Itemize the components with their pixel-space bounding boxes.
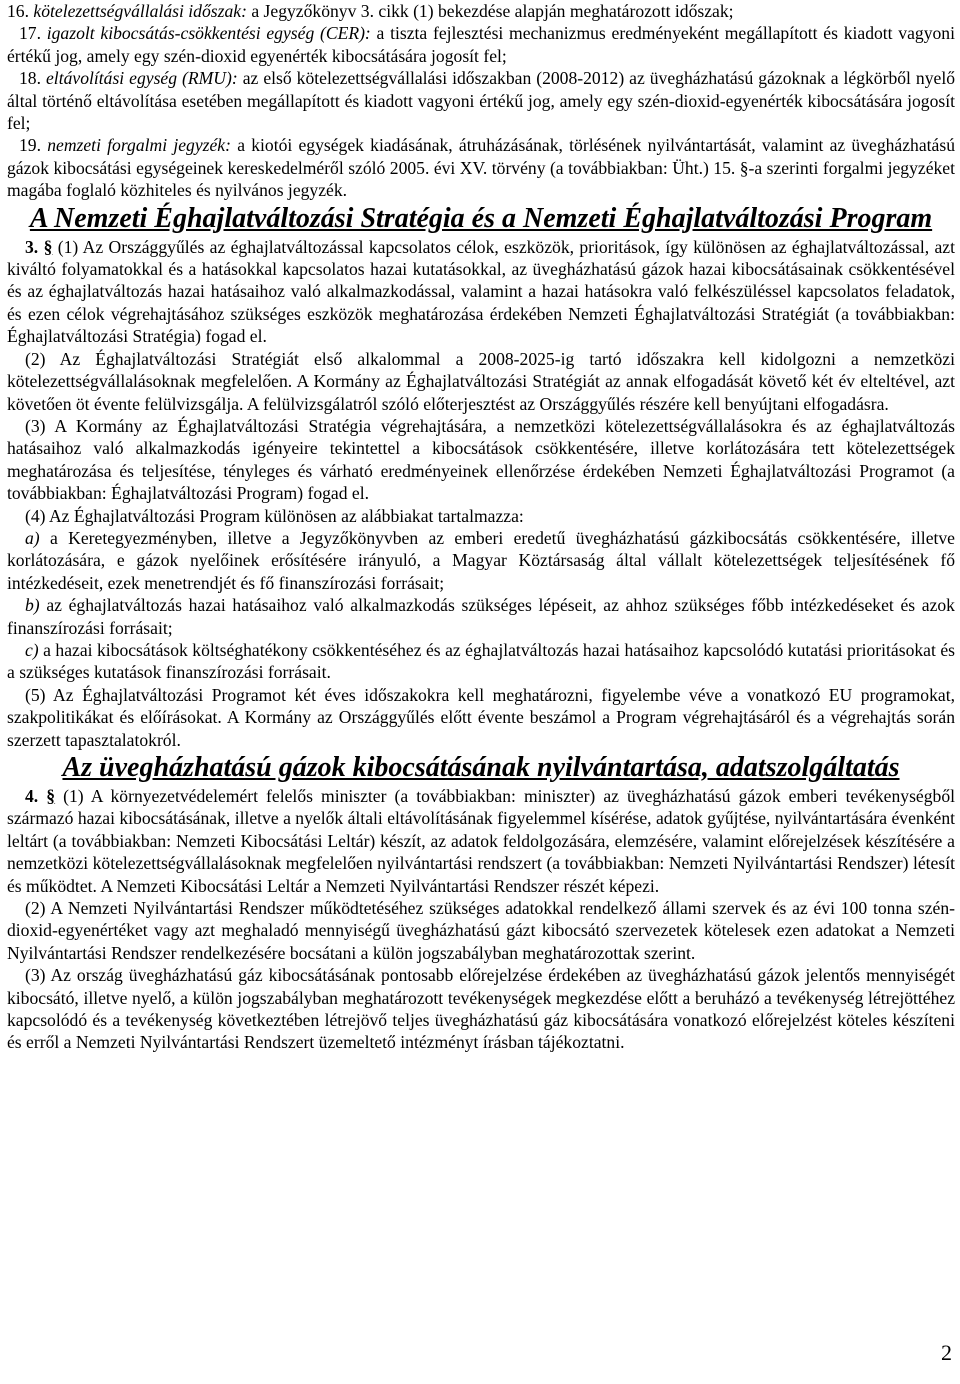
list-item-text: a Keretegyezményben, illetve a Jegyzőkönyvben az emberi eredetű üvegházhatású gázkibocsátás csökkentésére, illetve korlátozására, e gázok nyelőinek erősítésére irányuló, a Magyar Köztársaság által vállalt kötelezettségek teljesítésének fő intézkedéseit, ezek menetrendjét és fő finanszírozási forrásait; [7, 527, 955, 593]
paragraph-3-3: (3) A Kormány az Éghajlatváltozási Stratégia végrehajtására, a nemzetközi kötelezettségvállalásokra és az éghajlatváltozás hatásaihoz való alkalmazkodás igényeire tekintettel a kibocsátások csökkentésére, illetve korlátozására tett kötelezettségek meghatározása és teljesítése, tényleges és várható eredményeinek ellenőrzése érdekében Nemzeti Éghajlatváltozási Programot (a továbbiakban: Éghajlatváltozási Program) fogad el. [7, 415, 955, 504]
page-number: 2 [941, 1340, 952, 1365]
list-item-text: az éghajlatváltozás hazai hatásaihoz való alkalmazkodás szükséges lépéseit, az ahhoz szükséges főbb intézkedéseket és azok finanszírozási forrásait; [7, 595, 955, 638]
paragraph-text: (1) Az Országgyűlés az éghajlatváltozással kapcsolatos célok, eszközök, prioritások, így különösen az éghajlatváltozással, azt kiváltó folyamatokkal és a hatásokkal kapcsolatos hazai kutatásokkal, az üvegházhatású gázok hazai kibocsátásainak csökkentésével és az éghajlatváltozás hazai hatásaihoz való alkalmazkodással, valamint a hazai hatásokra való felkészüléssel kapcsolatos feladatok, és ezen célok végrehajtásához szükséges eszközök meghatározása érdekében Nemzeti Éghajlatváltozási Stratégiát (a továbbiakban: Éghajlatváltozási Stratégia) fogad el. [7, 236, 956, 347]
section-4 [7, 785, 955, 1054]
definition-number: 16. [7, 1, 29, 21]
definition-text: a kiotói egységek kiadásának, átruházásának, törlésének nyilvántartását, valamint az üvegházhatású gázok kibocsátási egységeinek kereskedelméről szóló 2005. évi XV. törvény (a továbbiakban: Üht.) 15. §-a szerinti forgalmi jegyzéket magába foglaló közhiteles és nyilvános jegyzék. [7, 135, 955, 201]
definition-term: kötelezettségvállalási időszak: [33, 1, 247, 21]
list-letter: b) [25, 595, 40, 616]
document-page [7, 0, 955, 1054]
paragraph-3-1 [7, 236, 955, 348]
paragraph-4-1 [7, 785, 955, 897]
definition-term: eltávolítási egység (RMU): [46, 68, 238, 89]
definition-19 [7, 134, 955, 201]
list-item-b [7, 594, 955, 639]
definition-term: nemzeti forgalmi jegyzék: [47, 135, 231, 156]
list-item-a [7, 527, 955, 594]
definition-16 [7, 0, 955, 22]
section-3 [7, 236, 955, 751]
section-sign: § [46, 786, 56, 806]
list-letter: a) [25, 527, 40, 548]
section-sign: § [43, 236, 53, 257]
definition-text: a Jegyzőkönyv 3. cikk (1) bekezdése alapján meghatározott időszak; [251, 1, 734, 21]
section-number: 4. [25, 786, 39, 806]
list-letter: c) [25, 639, 39, 660]
paragraph-4-2: (2) A Nemzeti Nyilvántartási Rendszer működtetéséhez szükséges adatokkal rendelkező állami szervek és az évi 100 tonna szén-dioxid-egyenértéket vagy azt meghaladó mennyiségű üvegházhatású gázt kibocsátó szervezetek kötelesek ezen adatokat a Nemzeti Nyilvántartási Rendszer rendelkezésére bocsátani a külön jogszabályban meghatározottak szerint. [7, 898, 955, 963]
definition-number: 19. [19, 135, 41, 156]
definition-text: a tiszta fejlesztési mechanizmus eredményeként megállapított és kiadott vagyoni értékű jog, amely egy szén-dioxid egyenérték kibocsátására jogosít fel; [7, 23, 955, 66]
definition-term: igazolt kibocsátás-csökkentési egység (CER): [46, 23, 371, 44]
section-heading-emissions-registry: Az üvegházhatású gázok kibocsátásának nyilvántartása, adatszolgáltatás [62, 752, 900, 783]
paragraph-3-2: (2) Az Éghajlatváltozási Stratégiát első alkalommal a 2008-2025-ig tartó időszakra kell kidolgozni a nemzetközi kötelezettségvállalásoknak megfelelően. A Kormány az Éghajlatváltozási Stratégiát az annak elfogadását követő két év elteltével, azt követően öt évente felülvizsgálja. A felülvizsgálatról szóló előterjesztést az Országgyűlés részére kell benyújtani elfogadásra. [7, 348, 955, 414]
definition-number: 17. [19, 23, 41, 44]
definitions-list [7, 0, 955, 202]
list-item-text: a hazai kibocsátások költséghatékony csökkentéséhez és az éghajlatváltozás hazai hatásaihoz kapcsolódó kutatási prioritásokat és a szükséges kutatások finanszírozási forrásait. [7, 639, 955, 683]
paragraph-text: (1) A környezetvédelemért felelős miniszter (a továbbiakban: miniszter) az üvegházhatású gázok emberi tevékenységből származó hazai kibocsátásának, illetve a nyelők általi eltávolításának figyelemmel kísérése, adatok gyűjtése, nyilvántartására évenként leltárt (a továbbiakban: Nemzeti Kibocsátási Leltár) készít, az adatok feldolgozására, elemzésére, valamint előrejelzések készítésére a nemzetközi kötelezettségvállalásoknak megfelelően nyilvántartási rendszert (a továbbiakban: Nemzeti Nyilvántartási Rendszer) létesít és működtet. A Nemzeti Kibocsátási Leltár a Nemzeti Nyilvántartási Rendszer részét képezi. [7, 786, 956, 896]
list-item-c [7, 639, 955, 684]
definition-text: az első kötelezettségvállalási időszakban (2008-2012) az üvegházhatású gázoknak a légkörből nyelő által történő eltávolítása esetében megállapított és kiadott vagyoni értékű jog, amely egy szén-dioxid-egyenérték kibocsátására jogosít fel; [7, 68, 956, 134]
definition-number: 18. [19, 68, 41, 89]
definition-17 [7, 22, 955, 67]
section-heading-climate-strategy: A Nemzeti Éghajlatváltozási Stratégia és a Nemzeti Éghajlatváltozási Program [29, 202, 933, 234]
definition-18 [7, 67, 955, 134]
paragraph-3-4: (4) Az Éghajlatváltozási Program különösen az alábbiakat tartalmazza: [25, 505, 524, 526]
paragraph-3-5: (5) Az Éghajlatváltozási Programot két éves időszakokra kell meghatározni, figyelembe véve a vonatkozó EU programokat, szakpolitikákat és előírásokat. A Kormány az Országgyűlés előtt évente beszámol a Program végrehajtásáról és a végrehajtás során szerzett tapasztalatokról. [7, 684, 955, 750]
paragraph-4-3: (3) Az ország üvegházhatású gáz kibocsátásának pontosabb előrejelzése érdekében az üvegházhatású gázok jelentős mennyiségét kibocsátó, illetve nyelő, a külön jogszabályban meghatározott tevékenységek megkezdése előtt a beruházó a tevékenység létrejöttéhez kapcsolódó és a tevékenység következtében létrejövő teljes üvegházhatású gáz kibocsátására vonatkozó előrejelzést köteles készíteni és erről a Nemzeti Nyilvántartási Rendszert üzemeltető intézményt írásban tájékoztatni. [7, 965, 955, 1053]
section-number: 3. [25, 236, 39, 257]
